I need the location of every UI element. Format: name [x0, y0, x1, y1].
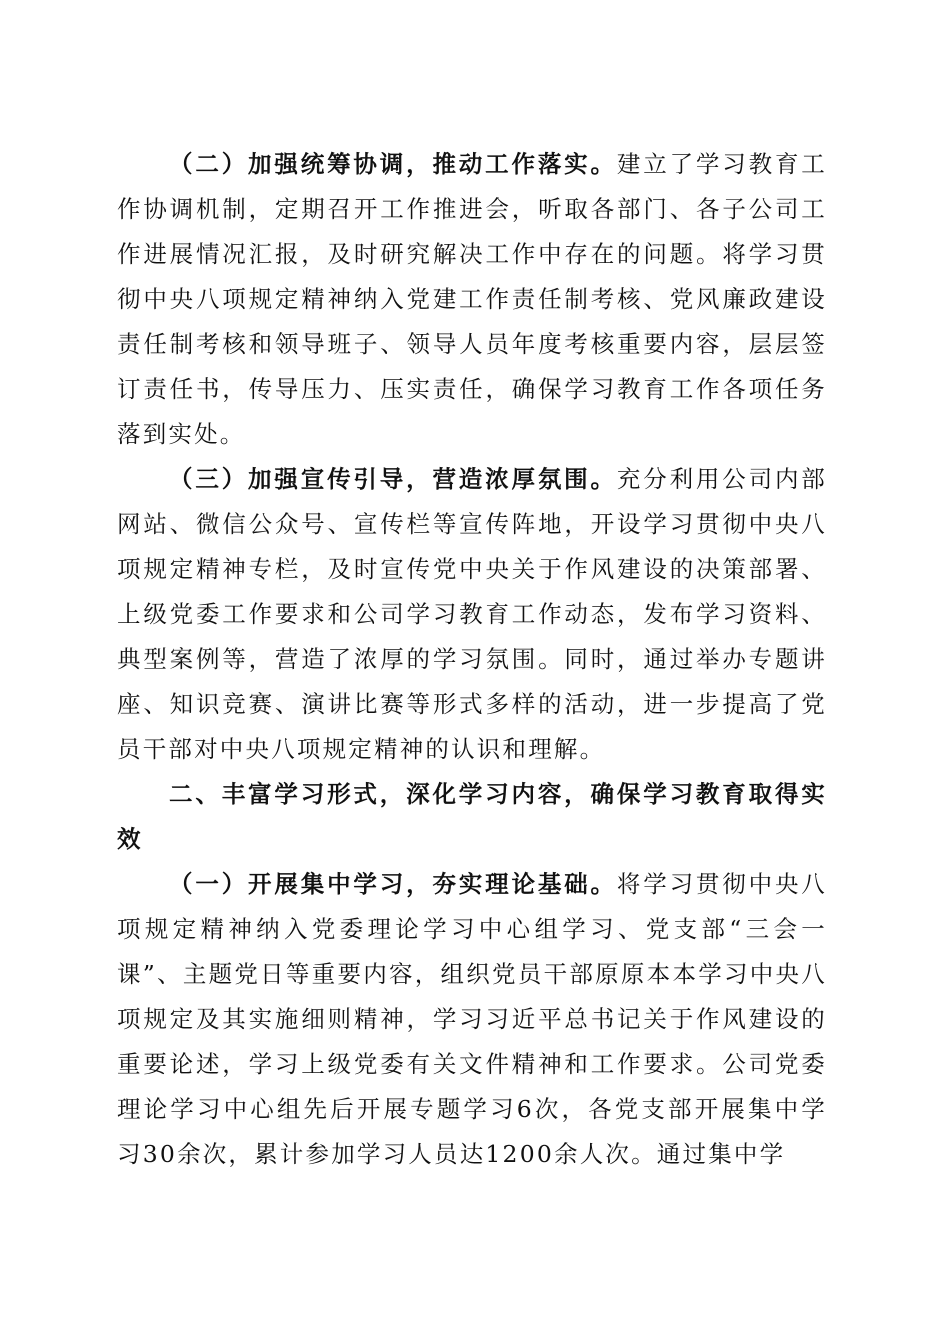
paragraph-lead: （三）加强宣传引导，营造浓厚氛围。: [169, 465, 617, 493]
paragraph-publicity: [117, 457, 827, 772]
paragraph-lead: （二）加强统筹协调，推动工作落实。: [169, 150, 617, 178]
paragraph-text: 建立了学习教育工作协调机制，定期召开工作推进会，听取各部门、各子公司工作进展情况汇报，及时研究解决工作中存在的问题。将学习贯彻中央八项规定精神纳入党建工作责任制考核、党风廉政建设责任制考核和领导班子、领导人员年度考核重要内容，层层签订责任书，传导压力、压实责任，确保学习教育工作各项任务落到实处。: [117, 150, 827, 448]
document-body: [117, 142, 827, 1177]
paragraph-text: 将学习贯彻中央八项规定精神纳入党委理论学习中心组学习、党支部“三会一课”、主题党日等重要内容，组织党员干部原原本本学习中央八项规定及其实施细则精神，学习习近平总书记关于作风建设的重要论述，学习上级党委有关文件精神和工作要求。公司党委理论学习中心组先后开展专题学习6次，各党支部开展集中学习30余次，累计参加学习人员达1200余人次。通过集中学: [117, 870, 827, 1168]
paragraph-lead: （一）开展集中学习，夯实理论基础。: [169, 870, 617, 898]
section-heading: 二、丰富学习形式，深化学习内容，确保学习教育取得实效: [117, 780, 827, 853]
paragraph-text: 充分利用公司内部网站、微信公众号、宣传栏等宣传阵地，开设学习贯彻中央八项规定精神专栏，及时宣传党中央关于作风建设的决策部署、上级党委工作要求和公司学习教育工作动态，发布学习资料、典型案例等，营造了浓厚的学习氛围。同时，通过举办专题讲座、知识竞赛、演讲比赛等形式多样的活动，进一步提高了党员干部对中央八项规定精神的认识和理解。: [117, 465, 827, 763]
paragraph-coordination: [117, 142, 827, 457]
paragraph-centralized-study: [117, 862, 827, 1177]
